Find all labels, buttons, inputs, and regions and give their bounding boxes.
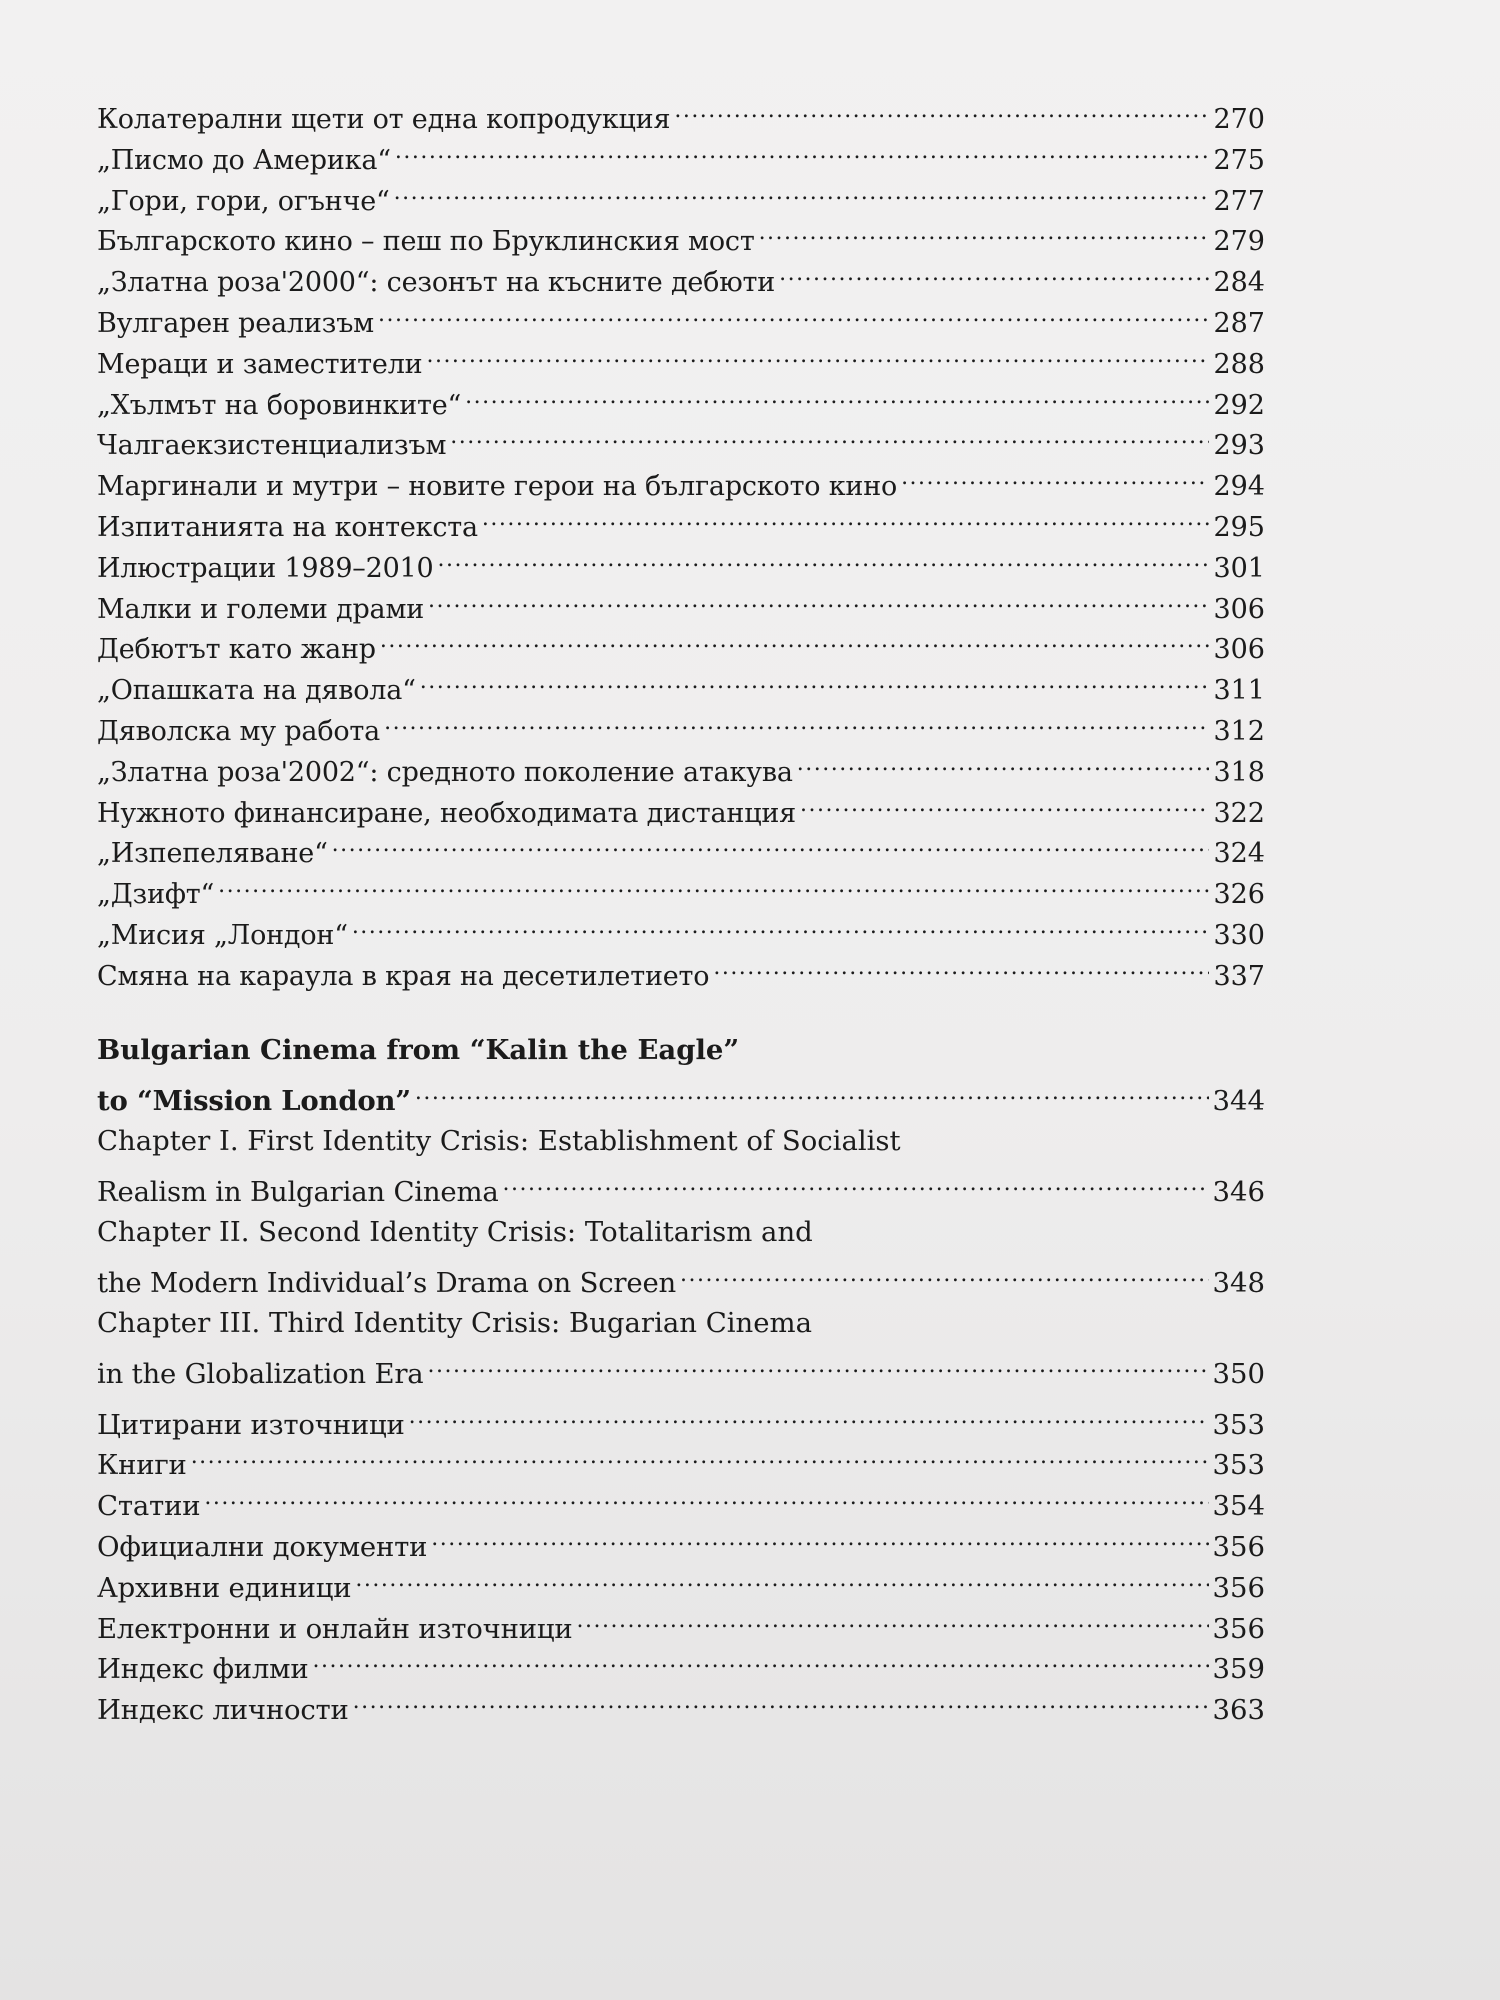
dot-leader <box>797 741 1209 781</box>
toc-entry-title: Цитирани източници <box>97 1408 405 1441</box>
toc-entry-title: Колатерални щети от една копродукция <box>97 104 671 135</box>
toc-entry-page: 284 <box>1213 267 1265 299</box>
dot-leader <box>450 414 1209 454</box>
chapter-entry <box>97 1343 1265 1394</box>
toc-entry-title: Вулгарен реализъм <box>97 307 374 339</box>
toc-entry-title: Дебютът като жанр <box>97 634 376 666</box>
toc-entry-page: 279 <box>1213 226 1265 258</box>
toc-entry-page: 292 <box>1213 389 1265 421</box>
toc-entry-page: 346 <box>1212 1175 1265 1208</box>
summary-chapter <box>97 1121 1265 1212</box>
toc-entry-title: „Златна роза'2000“: сезонът на късните дебюти <box>97 267 776 299</box>
toc-entry-page: 306 <box>1213 634 1265 666</box>
toc-entry <box>97 88 1265 135</box>
dot-leader <box>191 1434 1209 1474</box>
toc-entry-page: 363 <box>1212 1694 1265 1727</box>
toc-entry-page: 312 <box>1213 715 1265 747</box>
toc-entry <box>97 904 1265 951</box>
toc-entry-title: Официални документи <box>97 1530 428 1563</box>
table-of-contents <box>97 88 1265 1727</box>
dot-leader <box>204 1475 1209 1515</box>
dot-leader <box>901 455 1209 495</box>
toc-entry-page: 306 <box>1213 593 1265 625</box>
toc-entry-page: 350 <box>1212 1357 1265 1390</box>
toc-entry-page: 294 <box>1213 471 1265 503</box>
toc-entry-page: 275 <box>1213 144 1265 176</box>
toc-entry-title: „Дзифт“ <box>97 879 215 911</box>
dot-leader <box>353 1679 1209 1719</box>
toc-entry-page: 353 <box>1212 1449 1265 1482</box>
dot-leader <box>426 333 1209 373</box>
toc-entry-page: 288 <box>1213 348 1265 380</box>
toc-entry-title: Изпитанията на контекста <box>97 511 478 543</box>
dot-leader <box>352 904 1209 944</box>
toc-entry-title: „Златна роза'2002“: средното поколение атакува <box>97 756 793 788</box>
toc-entry-title: Мераци и заместители <box>97 348 423 380</box>
dot-leader <box>395 129 1209 169</box>
summary-heading-entry <box>97 1070 1265 1121</box>
dot-leader <box>428 1343 1210 1383</box>
dot-leader <box>713 945 1209 985</box>
toc-entry-page: 359 <box>1212 1653 1265 1686</box>
toc-entry-page: 287 <box>1213 307 1265 339</box>
toc-entry-title: „Мисия „Лондон“ <box>97 919 348 951</box>
toc-entry-page: 311 <box>1213 675 1265 707</box>
dot-leader <box>378 292 1209 332</box>
chapter-title-line1: Chapter III. Third Identity Crisis: Bugarian Cinema <box>97 1306 813 1339</box>
toc-entry-page: 295 <box>1213 511 1265 543</box>
toc-entry-page: 353 <box>1212 1408 1265 1441</box>
dot-leader <box>465 374 1209 414</box>
toc-entry-page: 301 <box>1213 552 1265 584</box>
toc-entry-page: 270 <box>1213 104 1265 135</box>
dot-leader <box>438 537 1209 577</box>
dot-leader <box>674 88 1209 128</box>
toc-entry-page: 356 <box>1212 1612 1265 1645</box>
dot-leader <box>482 496 1209 536</box>
toc-entry-title: Маргинали и мутри – новите герои на българското кино <box>97 471 898 503</box>
dot-leader <box>759 210 1209 250</box>
toc-entry-title: Нужното финансиране, необходимата дистанция <box>97 797 797 829</box>
toc-entry-title: Книги <box>97 1449 187 1482</box>
toc-main-section <box>97 88 1265 992</box>
dot-leader <box>332 822 1209 862</box>
toc-entry-title: Индекс филми <box>97 1653 309 1686</box>
toc-entry-title: Чалгаекзистенциализъм <box>97 430 447 462</box>
chapter-title-line2: the Modern Individual’s Drama on Screen <box>97 1266 677 1299</box>
toc-entry-title: Илюстрации 1989–2010 <box>97 552 434 584</box>
toc-entry-title: „Изпепеляване“ <box>97 838 328 870</box>
dot-leader <box>503 1161 1209 1201</box>
chapter-title-line2: Realism in Bulgarian Cinema <box>97 1175 499 1208</box>
dot-leader <box>409 1394 1209 1434</box>
dot-leader <box>428 578 1209 618</box>
toc-entry <box>97 1475 1265 1523</box>
toc-entry-title: „Писмо до Америка“ <box>97 144 391 176</box>
dot-leader <box>800 782 1209 822</box>
toc-entry-page: 344 <box>1212 1084 1265 1117</box>
toc-entry-page: 318 <box>1213 756 1265 788</box>
toc-entry-page: 326 <box>1213 879 1265 911</box>
toc-entry <box>97 1516 1265 1563</box>
summary-chapter <box>97 1303 1265 1394</box>
toc-entry-title: Българското кино – пеш по Бруклинския мост <box>97 226 755 258</box>
toc-entry-title: Смяна на караула в края на десетилетието <box>97 960 710 992</box>
dot-leader <box>420 659 1209 699</box>
toc-entry <box>97 1394 1265 1441</box>
dot-leader <box>415 1070 1209 1110</box>
toc-entry-title: Електронни и онлайн източници <box>97 1612 573 1645</box>
chapter-title-line2: in the Globalization Era <box>97 1357 424 1390</box>
chapter-entry <box>97 1161 1265 1212</box>
dot-leader <box>576 1598 1209 1638</box>
toc-entry-title: „Опашката на дявола“ <box>97 675 416 707</box>
toc-entry-page: 356 <box>1212 1571 1265 1604</box>
toc-entry-title: Малки и големи драми <box>97 593 425 625</box>
dot-leader <box>680 1252 1209 1292</box>
toc-entry-title: Индекс личности <box>97 1694 349 1727</box>
chapter-title-line1: Chapter I. First Identity Crisis: Establishment of Socialist <box>97 1124 901 1157</box>
dot-leader <box>313 1638 1210 1678</box>
dot-leader <box>779 251 1209 291</box>
toc-entry-page: 293 <box>1213 430 1265 462</box>
dot-leader <box>394 170 1209 210</box>
toc-entry <box>97 863 1265 911</box>
dot-leader <box>380 618 1209 658</box>
toc-entry-page: 354 <box>1212 1490 1265 1523</box>
toc-entry-page: 322 <box>1213 797 1265 829</box>
toc-entry-page: 337 <box>1213 960 1265 992</box>
summary-heading-line2: to “Mission London” <box>97 1084 411 1117</box>
summary-heading <box>97 1030 1265 1121</box>
toc-entry-page: 356 <box>1212 1530 1265 1563</box>
toc-entry-title: Архивни единици <box>97 1571 352 1604</box>
toc-entry-page: 330 <box>1213 919 1265 951</box>
toc-summary-section <box>97 1030 1265 1727</box>
toc-entry-page: 324 <box>1213 838 1265 870</box>
toc-entry-page: 277 <box>1213 185 1265 217</box>
toc-entry-title: Дяволска му работа <box>97 715 381 747</box>
toc-entry <box>97 1434 1265 1482</box>
dot-leader <box>431 1516 1209 1556</box>
dot-leader <box>218 863 1209 903</box>
toc-entry-page: 348 <box>1212 1266 1265 1299</box>
summary-heading-line1: Bulgarian Cinema from “Kalin the Eagle” <box>97 1033 740 1066</box>
chapter-title-line1: Chapter II. Second Identity Crisis: Totalitarism and <box>97 1215 813 1248</box>
dot-leader <box>384 700 1209 740</box>
summary-chapter <box>97 1212 1265 1303</box>
dot-leader <box>355 1557 1209 1597</box>
toc-entry-title: „Хълмът на боровинките“ <box>97 389 462 421</box>
toc-entry-title: „Гори, гори, огънче“ <box>97 185 390 217</box>
toc-entry-title: Статии <box>97 1490 201 1523</box>
chapter-entry <box>97 1252 1265 1303</box>
